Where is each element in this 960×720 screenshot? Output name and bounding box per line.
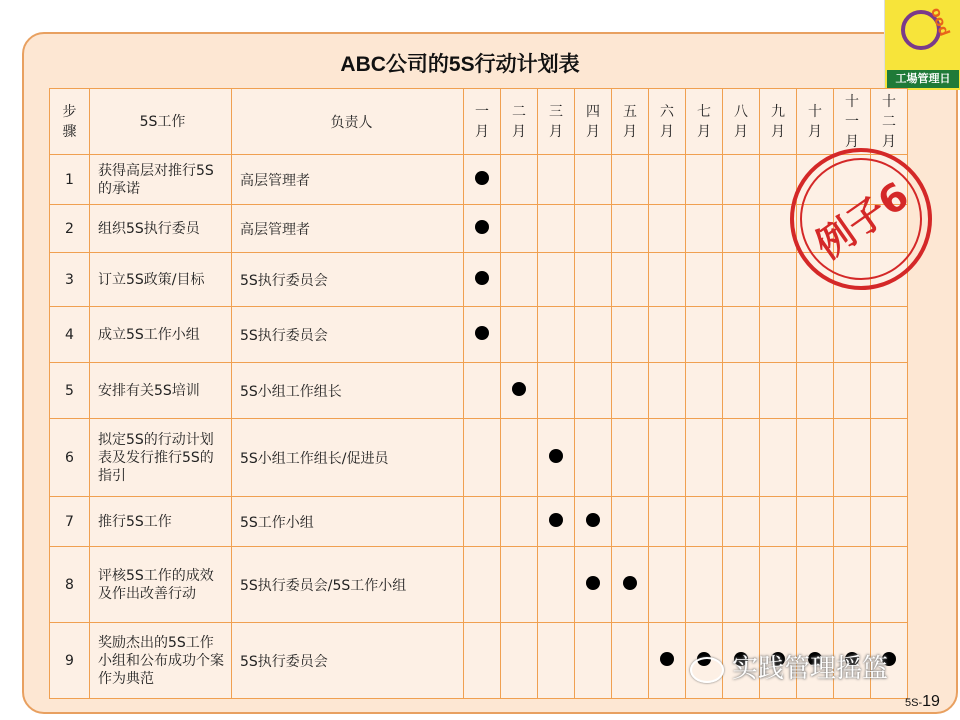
month-cell xyxy=(723,497,760,547)
month-cell xyxy=(501,547,538,623)
header-step: 步骤 xyxy=(50,89,90,155)
month-cell xyxy=(575,363,612,419)
header-month-7: 七月 xyxy=(686,89,723,155)
month-cell xyxy=(575,547,612,623)
table-row xyxy=(50,253,908,307)
owner-text: 5S执行委员会 xyxy=(232,253,464,307)
month-cell xyxy=(686,547,723,623)
scheduled-dot xyxy=(512,382,526,396)
month-cell xyxy=(797,497,834,547)
month-cell xyxy=(723,307,760,363)
step-number: 5 xyxy=(50,363,90,419)
month-cell xyxy=(649,497,686,547)
month-cell xyxy=(686,253,723,307)
owner-text: 5S执行委员会 xyxy=(232,623,464,699)
month-cell xyxy=(575,419,612,497)
month-cell xyxy=(575,497,612,547)
month-cell xyxy=(612,623,649,699)
month-cell xyxy=(501,155,538,205)
owner-text: 高层管理者 xyxy=(232,205,464,253)
month-cell xyxy=(612,205,649,253)
month-cell xyxy=(834,363,871,419)
month-cell xyxy=(834,547,871,623)
header-month-11: 十一月 xyxy=(834,89,871,155)
month-cell xyxy=(871,547,908,623)
month-cell xyxy=(612,307,649,363)
month-cell xyxy=(649,253,686,307)
month-cell xyxy=(686,497,723,547)
step-number: 3 xyxy=(50,253,90,307)
scheduled-dot xyxy=(549,513,563,527)
action-plan-table xyxy=(49,88,908,699)
owner-text: 高层管理者 xyxy=(232,155,464,205)
month-cell xyxy=(686,205,723,253)
task-text: 奖励杰出的5S工作小组和公布成功个案作为典范 xyxy=(90,623,232,699)
watermark-text: 实践管理摇篮 xyxy=(732,654,889,684)
header-task: 5S工作 xyxy=(90,89,232,155)
task-text: 成立5S工作小组 xyxy=(90,307,232,363)
month-cell xyxy=(760,155,797,205)
header-month-5: 五月 xyxy=(612,89,649,155)
month-cell xyxy=(464,155,501,205)
month-cell xyxy=(649,547,686,623)
month-cell xyxy=(760,547,797,623)
table-row xyxy=(50,205,908,253)
header-month-3: 三月 xyxy=(538,89,575,155)
month-cell xyxy=(464,363,501,419)
table-row xyxy=(50,363,908,419)
task-text: 安排有关5S培训 xyxy=(90,363,232,419)
month-cell xyxy=(834,419,871,497)
step-number: 8 xyxy=(50,547,90,623)
wechat-icon xyxy=(690,657,724,683)
step-number: 1 xyxy=(50,155,90,205)
month-cell xyxy=(797,547,834,623)
month-cell xyxy=(871,363,908,419)
header-owner: 负责人 xyxy=(232,89,464,155)
page-title: ABC公司的5S行动计划表 xyxy=(340,53,580,76)
month-cell xyxy=(797,307,834,363)
month-cell xyxy=(575,307,612,363)
task-text: 组织5S执行委员 xyxy=(90,205,232,253)
owner-text: 5S小组工作组长 xyxy=(232,363,464,419)
month-cell xyxy=(760,419,797,497)
month-cell xyxy=(501,307,538,363)
scheduled-dot xyxy=(586,513,600,527)
month-cell xyxy=(649,205,686,253)
month-cell xyxy=(649,363,686,419)
header-month-9: 九月 xyxy=(760,89,797,155)
month-cell xyxy=(575,155,612,205)
month-cell xyxy=(612,155,649,205)
month-cell xyxy=(575,205,612,253)
month-cell xyxy=(612,363,649,419)
month-cell xyxy=(464,547,501,623)
month-cell xyxy=(723,205,760,253)
month-cell xyxy=(686,363,723,419)
month-cell xyxy=(538,205,575,253)
header-month-8: 八月 xyxy=(723,89,760,155)
owner-text: 5S执行委员会 xyxy=(232,307,464,363)
task-text: 获得高层对推行5S的承诺 xyxy=(90,155,232,205)
header-month-10: 十月 xyxy=(797,89,834,155)
owner-text: 5S工作小组 xyxy=(232,497,464,547)
wechat-watermark xyxy=(690,648,888,685)
month-cell xyxy=(538,497,575,547)
logo-banner: 工場管理日 xyxy=(887,70,959,88)
month-cell xyxy=(501,205,538,253)
table-row xyxy=(50,307,908,363)
month-cell xyxy=(760,497,797,547)
step-number: 9 xyxy=(50,623,90,699)
month-cell xyxy=(686,307,723,363)
month-cell xyxy=(723,363,760,419)
owner-text: 5S执行委员会/5S工作小组 xyxy=(232,547,464,623)
month-cell xyxy=(538,547,575,623)
month-cell xyxy=(649,623,686,699)
header-month-12: 十二月 xyxy=(871,89,908,155)
month-cell xyxy=(501,623,538,699)
table-row xyxy=(50,497,908,547)
month-cell xyxy=(649,307,686,363)
month-cell xyxy=(686,419,723,497)
page-number: 5S-19 xyxy=(905,693,940,710)
month-cell xyxy=(871,497,908,547)
month-cell xyxy=(612,497,649,547)
month-cell xyxy=(538,623,575,699)
header-month-6: 六月 xyxy=(649,89,686,155)
month-cell xyxy=(501,497,538,547)
table-row xyxy=(50,419,908,497)
scheduled-dot xyxy=(475,326,489,340)
month-cell xyxy=(538,419,575,497)
month-cell xyxy=(649,155,686,205)
month-cell xyxy=(464,623,501,699)
month-cell xyxy=(834,307,871,363)
task-text: 订立5S政策/目标 xyxy=(90,253,232,307)
scheduled-dot xyxy=(549,449,563,463)
header-month-4: 四月 xyxy=(575,89,612,155)
month-cell xyxy=(723,419,760,497)
owner-text: 5S小组工作组长/促进员 xyxy=(232,419,464,497)
month-cell xyxy=(538,307,575,363)
header-month-1: 一月 xyxy=(464,89,501,155)
month-cell xyxy=(797,419,834,497)
month-cell xyxy=(538,363,575,419)
month-cell xyxy=(871,419,908,497)
logo-text: ood xyxy=(927,5,953,39)
scheduled-dot xyxy=(475,220,489,234)
month-cell xyxy=(464,419,501,497)
month-cell xyxy=(501,253,538,307)
month-cell xyxy=(575,623,612,699)
stamp-text: 例子6 xyxy=(807,173,917,269)
month-cell xyxy=(797,363,834,419)
month-cell xyxy=(723,155,760,205)
scheduled-dot xyxy=(586,576,600,590)
month-cell xyxy=(612,547,649,623)
header-month-2: 二月 xyxy=(501,89,538,155)
task-text: 推行5S工作 xyxy=(90,497,232,547)
month-cell xyxy=(834,497,871,547)
scheduled-dot xyxy=(623,576,637,590)
month-cell xyxy=(501,363,538,419)
scheduled-dot xyxy=(475,171,489,185)
table-row xyxy=(50,155,908,205)
month-cell xyxy=(612,253,649,307)
step-number: 4 xyxy=(50,307,90,363)
month-cell xyxy=(612,419,649,497)
month-cell xyxy=(723,547,760,623)
month-cell xyxy=(575,253,612,307)
table-row xyxy=(50,547,908,623)
month-cell xyxy=(723,253,760,307)
month-cell xyxy=(538,155,575,205)
month-cell xyxy=(464,253,501,307)
scheduled-dot xyxy=(475,271,489,285)
month-cell xyxy=(501,419,538,497)
month-cell xyxy=(538,253,575,307)
good-day-logo xyxy=(884,0,960,90)
month-cell xyxy=(464,307,501,363)
month-cell xyxy=(871,307,908,363)
step-number: 2 xyxy=(50,205,90,253)
month-cell xyxy=(649,419,686,497)
month-cell xyxy=(760,363,797,419)
month-cell xyxy=(686,155,723,205)
month-cell xyxy=(464,497,501,547)
step-number: 7 xyxy=(50,497,90,547)
month-cell xyxy=(760,253,797,307)
step-number: 6 xyxy=(50,419,90,497)
scheduled-dot xyxy=(660,652,674,666)
month-cell xyxy=(760,307,797,363)
task-text: 拟定5S的行动计划表及发行推行5S的指引 xyxy=(90,419,232,497)
task-text: 评核5S工作的成效及作出改善行动 xyxy=(90,547,232,623)
month-cell xyxy=(464,205,501,253)
